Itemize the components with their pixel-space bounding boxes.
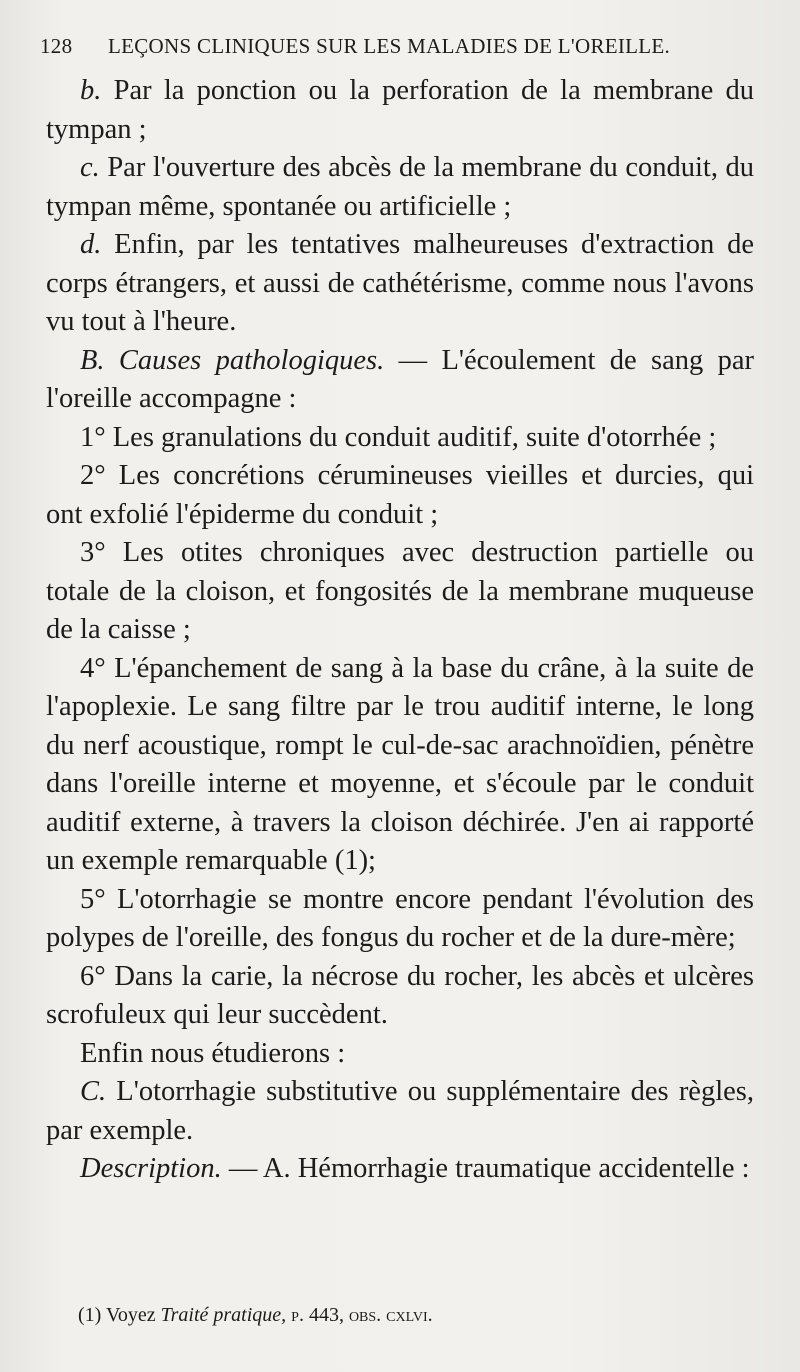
paragraph-causes-pathologiques [46, 342, 754, 419]
section-heading: Description. [80, 1153, 222, 1184]
running-title: LEÇONS CLINIQUES SUR LES MALADIES DE L'OREILLE. [108, 34, 671, 58]
item-label: b. [80, 75, 102, 106]
footnote-work: Traité pratique, [160, 1304, 287, 1326]
paragraph-b [46, 72, 754, 149]
item-label: c. [80, 152, 100, 183]
page-body [46, 72, 754, 1189]
paragraph-text: — L'écoulement de sang par l'oreille accompagne : [46, 344, 754, 414]
paragraph-text: Enfin, par les tentatives malheureuses d'extraction de corps étrangers, et aussi de cathétérisme, comme nous l'avons vu tout à l'heure. [46, 229, 754, 337]
paragraph-description [46, 1150, 754, 1189]
paragraph-text: Par la ponction ou la perforation de la membrane du tympan ; [46, 75, 754, 145]
paragraph-text: — A. Hémorrhagie traumatique accidentelle : [221, 1153, 750, 1184]
section-heading: B. Causes pathologiques. [80, 344, 385, 376]
footnote-reference: p. 443, obs. cxlvi. [286, 1304, 433, 1326]
running-header [40, 34, 760, 59]
paragraph-d [46, 226, 754, 342]
paragraph-c-otorrhagie [46, 1073, 754, 1150]
page-number: 128 [40, 34, 73, 58]
list-item-1: 1° Les granulations du conduit auditif, suite d'otorrhée ; [80, 421, 717, 453]
paragraph-c [46, 149, 754, 226]
footnote-marker: (1) Voyez [78, 1304, 161, 1326]
list-item-5: 5° L'otorrhagie se montre encore pendant l'évolution des polypes de l'oreille, des fongus du rocher et de la dure-mère; [46, 883, 754, 953]
list-item-4: 4° L'épanchement de sang à la base du crâne, à la suite de l'apoplexie. Le sang filtre par le trou auditif interne, le long du nerf acoustique, rompt le cul-de-sac arachnoïdien, pénètre dans l'oreille interne et moyenne, et s'écoule par le conduit auditif externe, à travers la cloison déchirée. J'en ai rapporté un exemple remarquable (1); [46, 652, 754, 876]
paragraph-text: Par l'ouverture des abcès de la membrane du conduit, du tympan même, spontanée ou artificielle ; [46, 152, 754, 222]
item-label: C. [80, 1076, 107, 1107]
paragraph-enfin: Enfin nous étudierons : [80, 1037, 346, 1069]
footnote [78, 1304, 758, 1327]
item-label: d. [80, 229, 102, 260]
list-item-6: 6° Dans la carie, la nécrose du rocher, les abcès et ulcères scrofuleux qui leur succèdent. [46, 960, 754, 1030]
list-item-3: 3° Les otites chroniques avec destruction partielle ou totale de la cloison, et fongosités de la membrane muqueuse de la caisse ; [46, 537, 754, 645]
list-item-2: 2° Les concrétions cérumineuses vieilles et durcies, qui ont exfolié l'épiderme du conduit ; [46, 460, 754, 530]
paragraph-text: L'otorrhagie substitutive ou supplémentaire des règles, par exemple. [46, 1076, 754, 1146]
